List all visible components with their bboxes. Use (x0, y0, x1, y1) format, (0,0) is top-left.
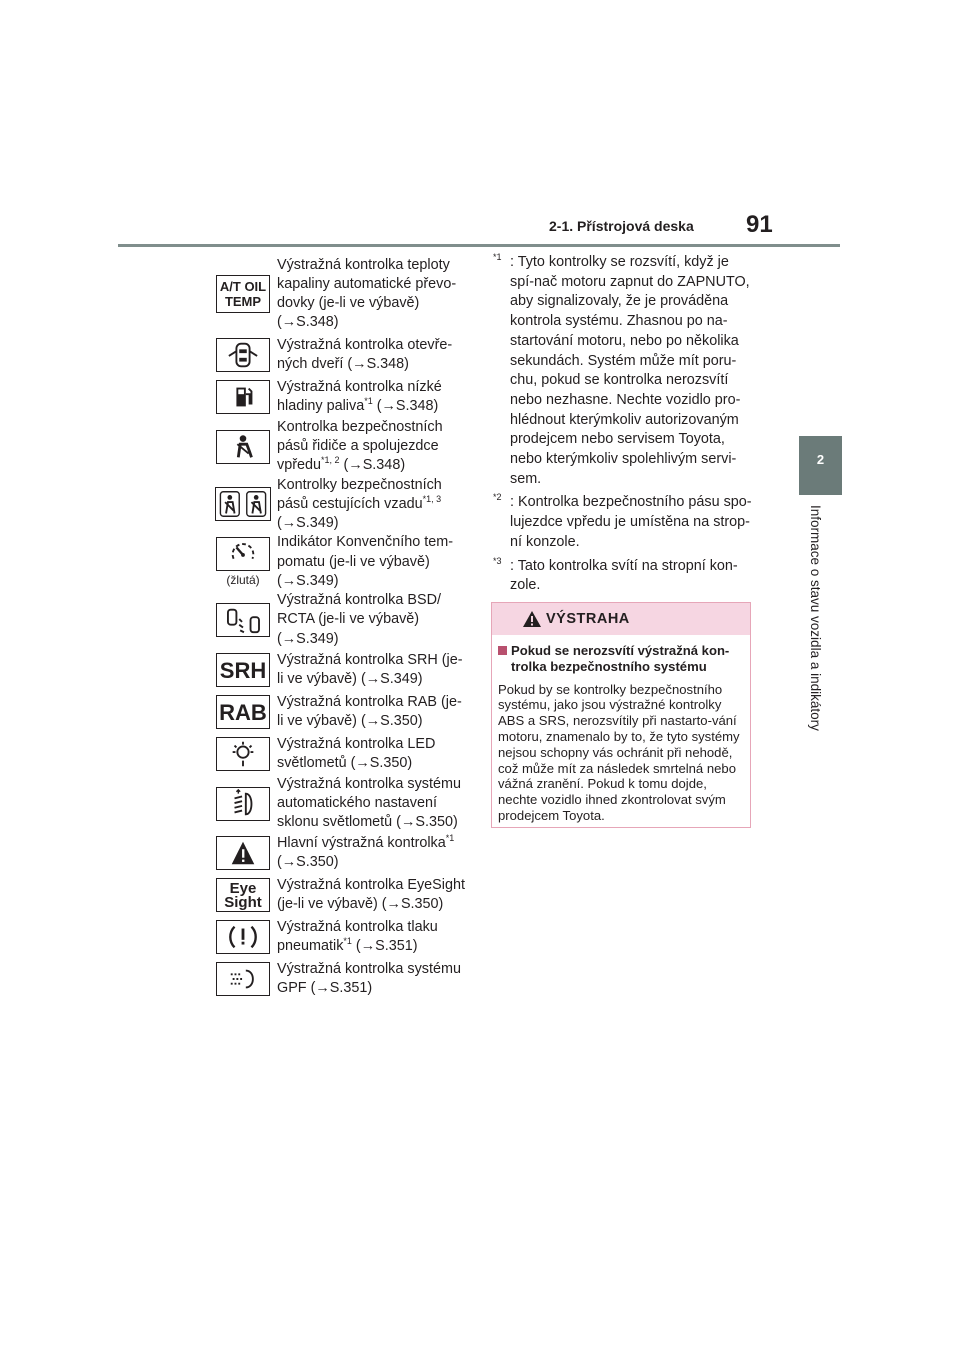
description-text: Kontrolka bezpečnostních pásů řidiče a spolujezdce vpředu (277, 419, 443, 474)
indicator-row (214, 476, 467, 534)
indicator-description (272, 916, 467, 958)
footnote-mark: *2 (493, 492, 502, 503)
icon-label: A/T OIL (219, 279, 267, 294)
indicator-description: Výstražná kontrolka otevře-ných dveří (→S.348) (277, 336, 453, 372)
tire-pressure-icon (216, 920, 270, 954)
gpf-icon (216, 962, 270, 996)
icon-label: SRH (219, 657, 267, 683)
section-title: 2-1. Přístrojová deska (549, 218, 694, 234)
page-ref: (→S.349) (277, 515, 339, 532)
icon-label: RAB (219, 699, 267, 725)
header-divider (118, 244, 840, 247)
footnote-ref: *1 (343, 936, 352, 947)
warning-heading-text: Pokud se nerozsvítí výstražná kon-trolka bezpečnostního systému (511, 643, 730, 674)
headlight-leveling-icon (216, 787, 270, 821)
chapter-title: Informace o stavu vozidla a indikátory (808, 505, 823, 731)
footnote (493, 253, 755, 489)
indicator-row (214, 418, 467, 476)
page-ref: (→S.350) (277, 854, 339, 871)
footnote-text: : Tato kontrolka svítí na stropní kon-zole. (510, 557, 738, 594)
srh-icon (216, 653, 270, 687)
master-warning-icon (216, 836, 270, 870)
footnote-text: : Tyto kontrolky se rozsvítí, když je spí-nač motoru zapnut do ZAPNUTO, aby signalizovaly, že je prováděna kontrola systému. Zhasnou po na-startování motoru, nebo po několika sekundách. Systém může mít poru-chu, pokud se kontrolka nerozsvítí nebo nezhasne. Nechte vozidlo pro-hlédnout kterýmkoliv autorizovaným prodejcem nebo servisem Toyota, nebo kterýmkoliv spolehlivým servi-sem. (510, 254, 750, 487)
rab-icon (216, 695, 270, 729)
indicator-description: Výstražná kontrolka systému GPF (→S.351) (277, 961, 461, 997)
footnotes (493, 253, 755, 600)
indicator-row (214, 254, 467, 334)
footnote-ref: *1, 2 (321, 455, 340, 466)
footnote (493, 557, 755, 596)
indicator-description (272, 376, 467, 418)
chapter-number: 2 (816, 452, 825, 467)
indicator-row (214, 649, 467, 691)
indicator-description: Výstražná kontrolka EyeSight (je-li ve výbavě) (→S.350) (277, 877, 465, 913)
icon-label: Eye (229, 880, 257, 898)
warning-text: Pokud by se kontrolky bezpečnostního systému, jako jsou výstražné kontrolky ABS a SRS, nerozsvítily při nastarto-vání motoru, znamenalo by to, že tyto systémy nejsou schopny vás ochránit při nehodě, což může mít za následek smrtelná nebo vážná zranění. Pokud k tomu dojde, nechte vozidlo ihned zkontrolovat svým prodejcem Toyota. (498, 681, 740, 823)
footnote-ref: *1 (364, 396, 373, 407)
indicator-description (272, 418, 467, 476)
page-ref: (→S.348) (339, 457, 406, 474)
indicator-row (214, 691, 467, 733)
indicator-description: Výstražná kontrolka SRH (je-li ve výbavě) (→S.349) (277, 651, 463, 687)
indicator-row (214, 376, 467, 418)
indicator-description: Výstražná kontrolka BSD/ RCTA (je-li ve výbavě) (→S.349) (277, 592, 441, 647)
indicator-description: Výstražná kontrolka RAB (je-li ve výbavě) (→S.350) (277, 693, 462, 729)
at-oil-temp-icon (216, 275, 270, 313)
warning-title: VÝSTRAHA (546, 611, 630, 627)
indicator-row (214, 334, 467, 376)
description-text: Výstražná kontrolka tlaku pneumatik (277, 919, 438, 955)
indicator-row (214, 733, 467, 775)
indicator-description: Výstražná kontrolka teploty kapaliny automatické převo-dovky (je-li ve výbavě) (→S.348) (277, 256, 457, 331)
footnote-ref: *1, 3 (422, 494, 442, 505)
eyesight-icon (216, 878, 270, 912)
footnote-ref: *1 (445, 833, 455, 844)
indicator-row (214, 958, 467, 1000)
indicator-row (214, 832, 467, 874)
indicator-description (272, 476, 467, 534)
footnote-mark: *3 (493, 555, 502, 566)
bsd-rcta-icon (216, 603, 270, 637)
indicator-row (214, 591, 467, 649)
indicator-description: Výstražná kontrolka systému automatického nastavení sklonu světlometů (→S.350) (277, 775, 461, 831)
indicator-row (214, 874, 467, 916)
footnote-mark: *1 (493, 252, 502, 263)
warning-header (492, 603, 750, 635)
speedometer-icon (216, 537, 270, 571)
bullet-square-icon (498, 646, 507, 655)
description-text: Kontrolky bezpečnostních pásů cestujících vzadu (277, 476, 442, 512)
indicator-description: Indikátor Konvenčního tem-pomatu (je-li ve výbavě) (→S.349) (277, 534, 453, 589)
indicator-row (214, 775, 467, 833)
page-number: 91 (746, 211, 773, 238)
description-text: Výstražná kontrolka nízké hladiny paliva (277, 378, 442, 414)
warning-heading (498, 643, 744, 675)
indicator-description (272, 832, 467, 874)
warning-body (492, 635, 750, 824)
open-door-icon (216, 338, 270, 372)
indicator-row (214, 533, 467, 591)
indicator-description: Výstražná kontrolka LED světlometů (→S.350) (277, 735, 436, 771)
description-text: Hlavní výstražná kontrolka (277, 835, 446, 852)
seatbelt-icon (216, 430, 270, 464)
icon-label: TEMP (224, 294, 262, 309)
indicator-row (214, 916, 467, 958)
fuel-pump-icon (216, 380, 270, 414)
indicator-table (214, 254, 467, 1000)
warning-triangle-icon (522, 610, 542, 628)
page-ref: (→S.351) (351, 938, 418, 955)
footnote-text: : Kontrolka bezpečnostního pásu spo-lujezdce vpředu je umístěna na strop-ní konzole. (510, 494, 752, 550)
icon-color-caption: (žlutá) (226, 573, 260, 588)
led-headlight-icon (216, 737, 270, 771)
page-ref: (→S.348) (372, 398, 439, 414)
rear-seatbelts-icon (215, 487, 271, 521)
warning-box (491, 602, 751, 828)
footnote (493, 493, 755, 552)
icon-label: Sight (224, 894, 262, 912)
